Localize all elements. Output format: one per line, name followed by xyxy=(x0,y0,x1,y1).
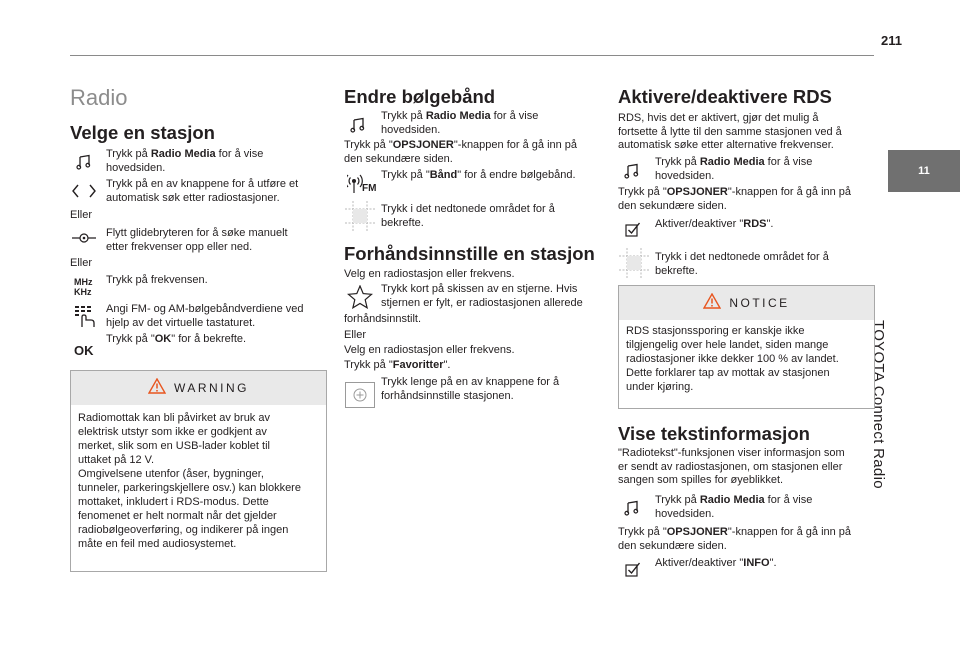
keypad-hand-icon xyxy=(74,305,96,329)
music-note-icon xyxy=(350,117,366,133)
heading-velge-stasjon: Velge en stasjon xyxy=(70,122,215,143)
text-block: Trykk på Radio Media for å vise hovedsiden. xyxy=(655,494,813,520)
text-block: Trykk på Radio Media for å vise hovedsiden. xyxy=(106,148,264,174)
text-block: Trykk på "OPSJONER"-knappen for å gå inn på den sekundære siden. xyxy=(618,186,852,212)
add-preset-icon xyxy=(345,382,375,408)
heading-rds: Aktivere/deaktivere RDS xyxy=(618,86,832,107)
page-number: 211 xyxy=(881,33,902,48)
text-block: Trykk lenge på en av knappene for å forhåndsinnstille stasjonen. xyxy=(381,376,560,402)
frequency-icon: MHz KHz xyxy=(74,277,93,297)
heading-tekstinformasjon: Vise tekstinformasjon xyxy=(618,423,810,444)
checkbox-icon xyxy=(625,561,641,577)
warning-triangle-icon xyxy=(148,378,166,399)
text-block: Trykk på Radio Media for å vise hovedsiden. xyxy=(655,156,813,182)
notice-label: NOTICE xyxy=(729,296,790,310)
text-block: Velg en radiostasjon eller frekvens. xyxy=(344,344,515,356)
notice-header xyxy=(619,286,874,320)
warning-header xyxy=(71,371,326,405)
text-eller: Eller xyxy=(344,329,367,341)
section-title: Radio xyxy=(70,85,128,110)
warning-box xyxy=(70,370,327,572)
heading-forhandsinnstille: Forhåndsinnstille en stasjon xyxy=(344,243,595,264)
music-note-icon xyxy=(624,500,640,516)
text-block: Angi FM- og AM-bølgebåndverdiene ved hjelp av det virtuelle tastaturet. xyxy=(106,303,304,329)
text-block: Aktiver/deaktiver "RDS". xyxy=(655,218,774,230)
text-block: RDS, hvis det er aktivert, gjør det mulig å fortsette å lytte til den samme stasjonen ved å automatisk søke etter alternative frekvenser. xyxy=(618,112,842,152)
text-block: Trykk på frekvensen. xyxy=(106,274,208,286)
text-block: Trykk på "Bånd" for å endre bølgebånd. xyxy=(381,169,576,181)
text-block: Trykk på "OPSJONER"-knappen for å gå inn på den sekundære siden. xyxy=(618,526,852,552)
slider-icon xyxy=(72,230,96,246)
chapter-title: TOYOTA Connect Radio xyxy=(870,320,887,489)
dimmed-area-icon xyxy=(345,201,375,231)
notice-triangle-icon xyxy=(703,293,721,314)
music-note-icon xyxy=(624,163,640,179)
text-block: forhåndsinnstilt. xyxy=(344,313,422,325)
text-block: Trykk på en av knappene for å utføre et automatisk søk etter radiostasjoner. xyxy=(106,178,299,204)
text-block: Trykk på "OK" for å bekrefte. xyxy=(106,333,247,345)
radio-band-icon: FM xyxy=(347,171,377,197)
text-block: Trykk kort på skissen av en stjerne. Hvis stjernen er fylt, er radiostasjonen allerede xyxy=(381,283,583,309)
chevron-left-right-icon xyxy=(72,184,96,198)
header-rule xyxy=(70,55,874,56)
text-block: Aktiver/deaktiver "INFO". xyxy=(655,557,777,569)
warning-label: WARNING xyxy=(173,381,250,395)
music-note-icon xyxy=(76,154,92,170)
text-block: Trykk i det nedtonede området for å bekrefte. xyxy=(655,251,829,277)
text-block: "Radiotekst"-funksjonen viser informasjon som er sendt av radiostasjonen, om stasjonen eller sangen som spilles for øyeblikket. xyxy=(618,447,845,487)
notice-text: RDS stasjonssporing er kanskje ikke tilgjengelig over hele landet, siden mange radiostasjoner ikke dekker 100 % av landet. Dette forklarer tap av mottak av stasjonen under kjøring. xyxy=(626,325,839,393)
checkbox-icon xyxy=(625,221,641,237)
text-block: Trykk på "Favoritter". xyxy=(344,359,451,371)
text-block: Velg en radiostasjon eller frekvens. xyxy=(344,268,515,280)
ok-button-icon: OK xyxy=(74,343,94,358)
warning-text: Radiomottak kan bli påvirket av bruk av elektrisk utstyr som ikke er godkjent av merket, slik som en USB-lader koblet til uttaket på 12 V. Omgivelsene utenfor (åser, bygninger, tunneler, parkeringskjellere osv.) kan blokkere mottaket, inkludert i RDS-modus. Dette fenomenet er helt normalt når det gjelder radiobølgeoverføring, og indikerer på ingen måte en feil med audiosystemet. xyxy=(78,412,301,550)
heading-endre-bolgebaand: Endre bølgebånd xyxy=(344,86,496,107)
chapter-tab: 11 xyxy=(888,150,960,192)
text-block: Flytt glidebryteren for å søke manuelt etter frekvenser opp eller ned. xyxy=(106,227,288,253)
text-block: Trykk på Radio Media for å vise hovedsiden. xyxy=(381,110,539,136)
text-eller: Eller xyxy=(70,257,93,269)
text-eller: Eller xyxy=(70,209,93,221)
star-outline-icon xyxy=(347,285,373,309)
dimmed-area-icon xyxy=(619,248,649,278)
text-block: Trykk i det nedtonede området for å bekrefte. xyxy=(381,203,555,229)
text-block: Trykk på "OPSJONER"-knappen for å gå inn på den sekundære siden. xyxy=(344,139,578,165)
notice-box xyxy=(618,285,875,409)
